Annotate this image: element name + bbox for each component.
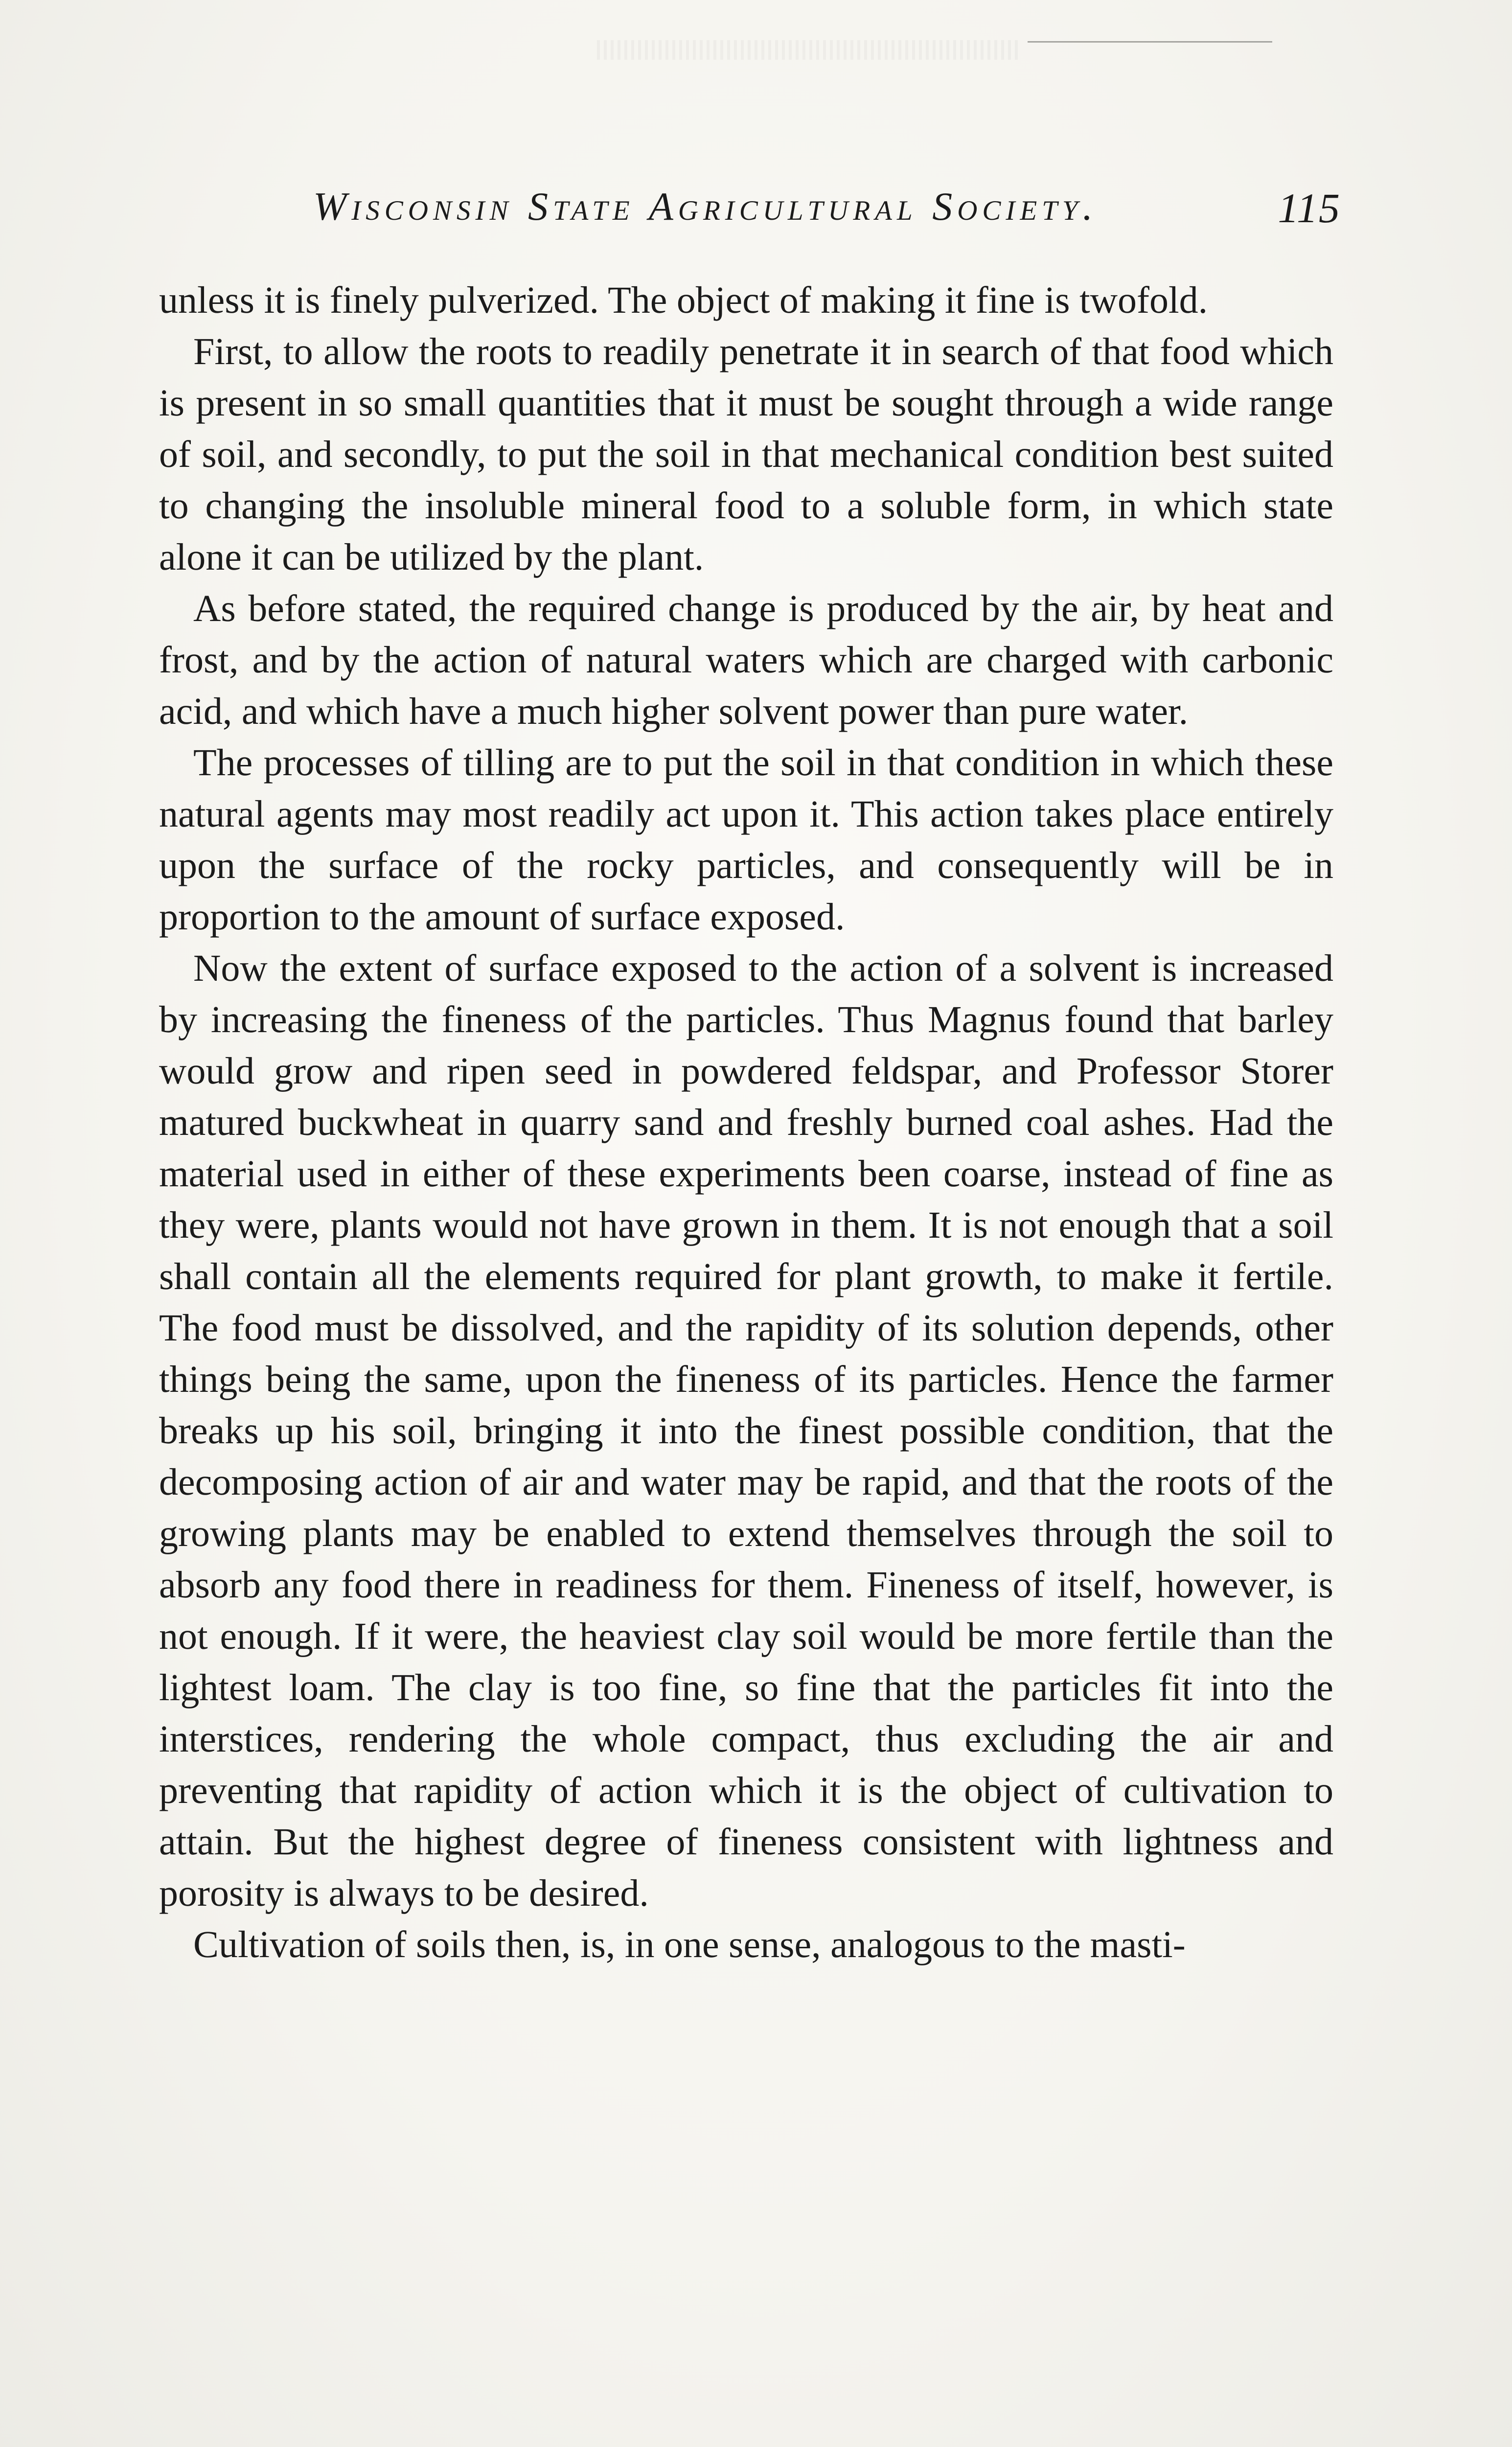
top-rule — [1028, 41, 1272, 43]
paragraph-2: First, to allow the roots to readily penetrate it in search of that food which is present in so small quantities that it must be sought through a wide range of soil, and secondly, to put the soil in that mechanical condition best suited to changing the insoluble mineral food to a soluble form, in which state alone it can be utilized by the plant. — [159, 330, 1333, 578]
print-smudge — [597, 40, 1018, 60]
page-number: 115 — [1278, 185, 1341, 231]
paragraph-1: unless it is finely pulverized. The object of making it fine is twofold. — [159, 278, 1208, 321]
paragraph-5: Now the extent of surface exposed to the action of a solvent is increased by increasing the fineness of the particles. Thus Magnus found that barley would grow and ripen seed in powdered feldspar, and Professor Storer matured buckwheat in quarry sand and freshly burned coal ashes. Had the material used in either of these experiments been coarse, instead of fine as they were, plants would not have grown in them. It is not enough that a soil shall contain all the elements required for plant growth, to make it fertile. The food must be dissolved, and the rapidity of its solution depends, other things being the same, upon the fineness of its particles. Hence the farmer breaks up his soil, bringing it into the finest possible condition, that the decomposing action of air and water may be rapid, and that the roots of the growing plants may be enabled to extend themselves through the soil to absorb any food there in readiness for them. Fineness of itself, however, is not enough. If it were, the heaviest clay soil would be more fertile than the lightest loam. The clay is too fine, so fine that the particles fit into the interstices, rendering the whole compact, thus excluding the air and preventing that rapidity of action which it is the object of cultivation to attain. But the highest degree of fineness consistent with lightness and porosity is always to be desired. — [159, 946, 1333, 1914]
running-head — [313, 184, 1341, 237]
paragraph-6: Cultivation of soils then, is, in one sense, analogous to the masti- — [193, 1923, 1186, 1965]
body-text — [159, 274, 1333, 1970]
paragraph-4: The processes of tilling are to put the soil in that condition in which these natural agents may most readily act upon it. This action takes place entirely upon the surface of the rocky particles, and consequently will be in proportion to the amount of surface exposed. — [159, 741, 1333, 938]
running-title: Wisconsin State Agricultural Society. — [313, 184, 1098, 229]
paragraph-3: As before stated, the required change is produced by the air, by heat and frost, and by the action of natural waters which are charged with carbonic acid, and which have a much higher solvent power than pure water. — [159, 587, 1333, 732]
